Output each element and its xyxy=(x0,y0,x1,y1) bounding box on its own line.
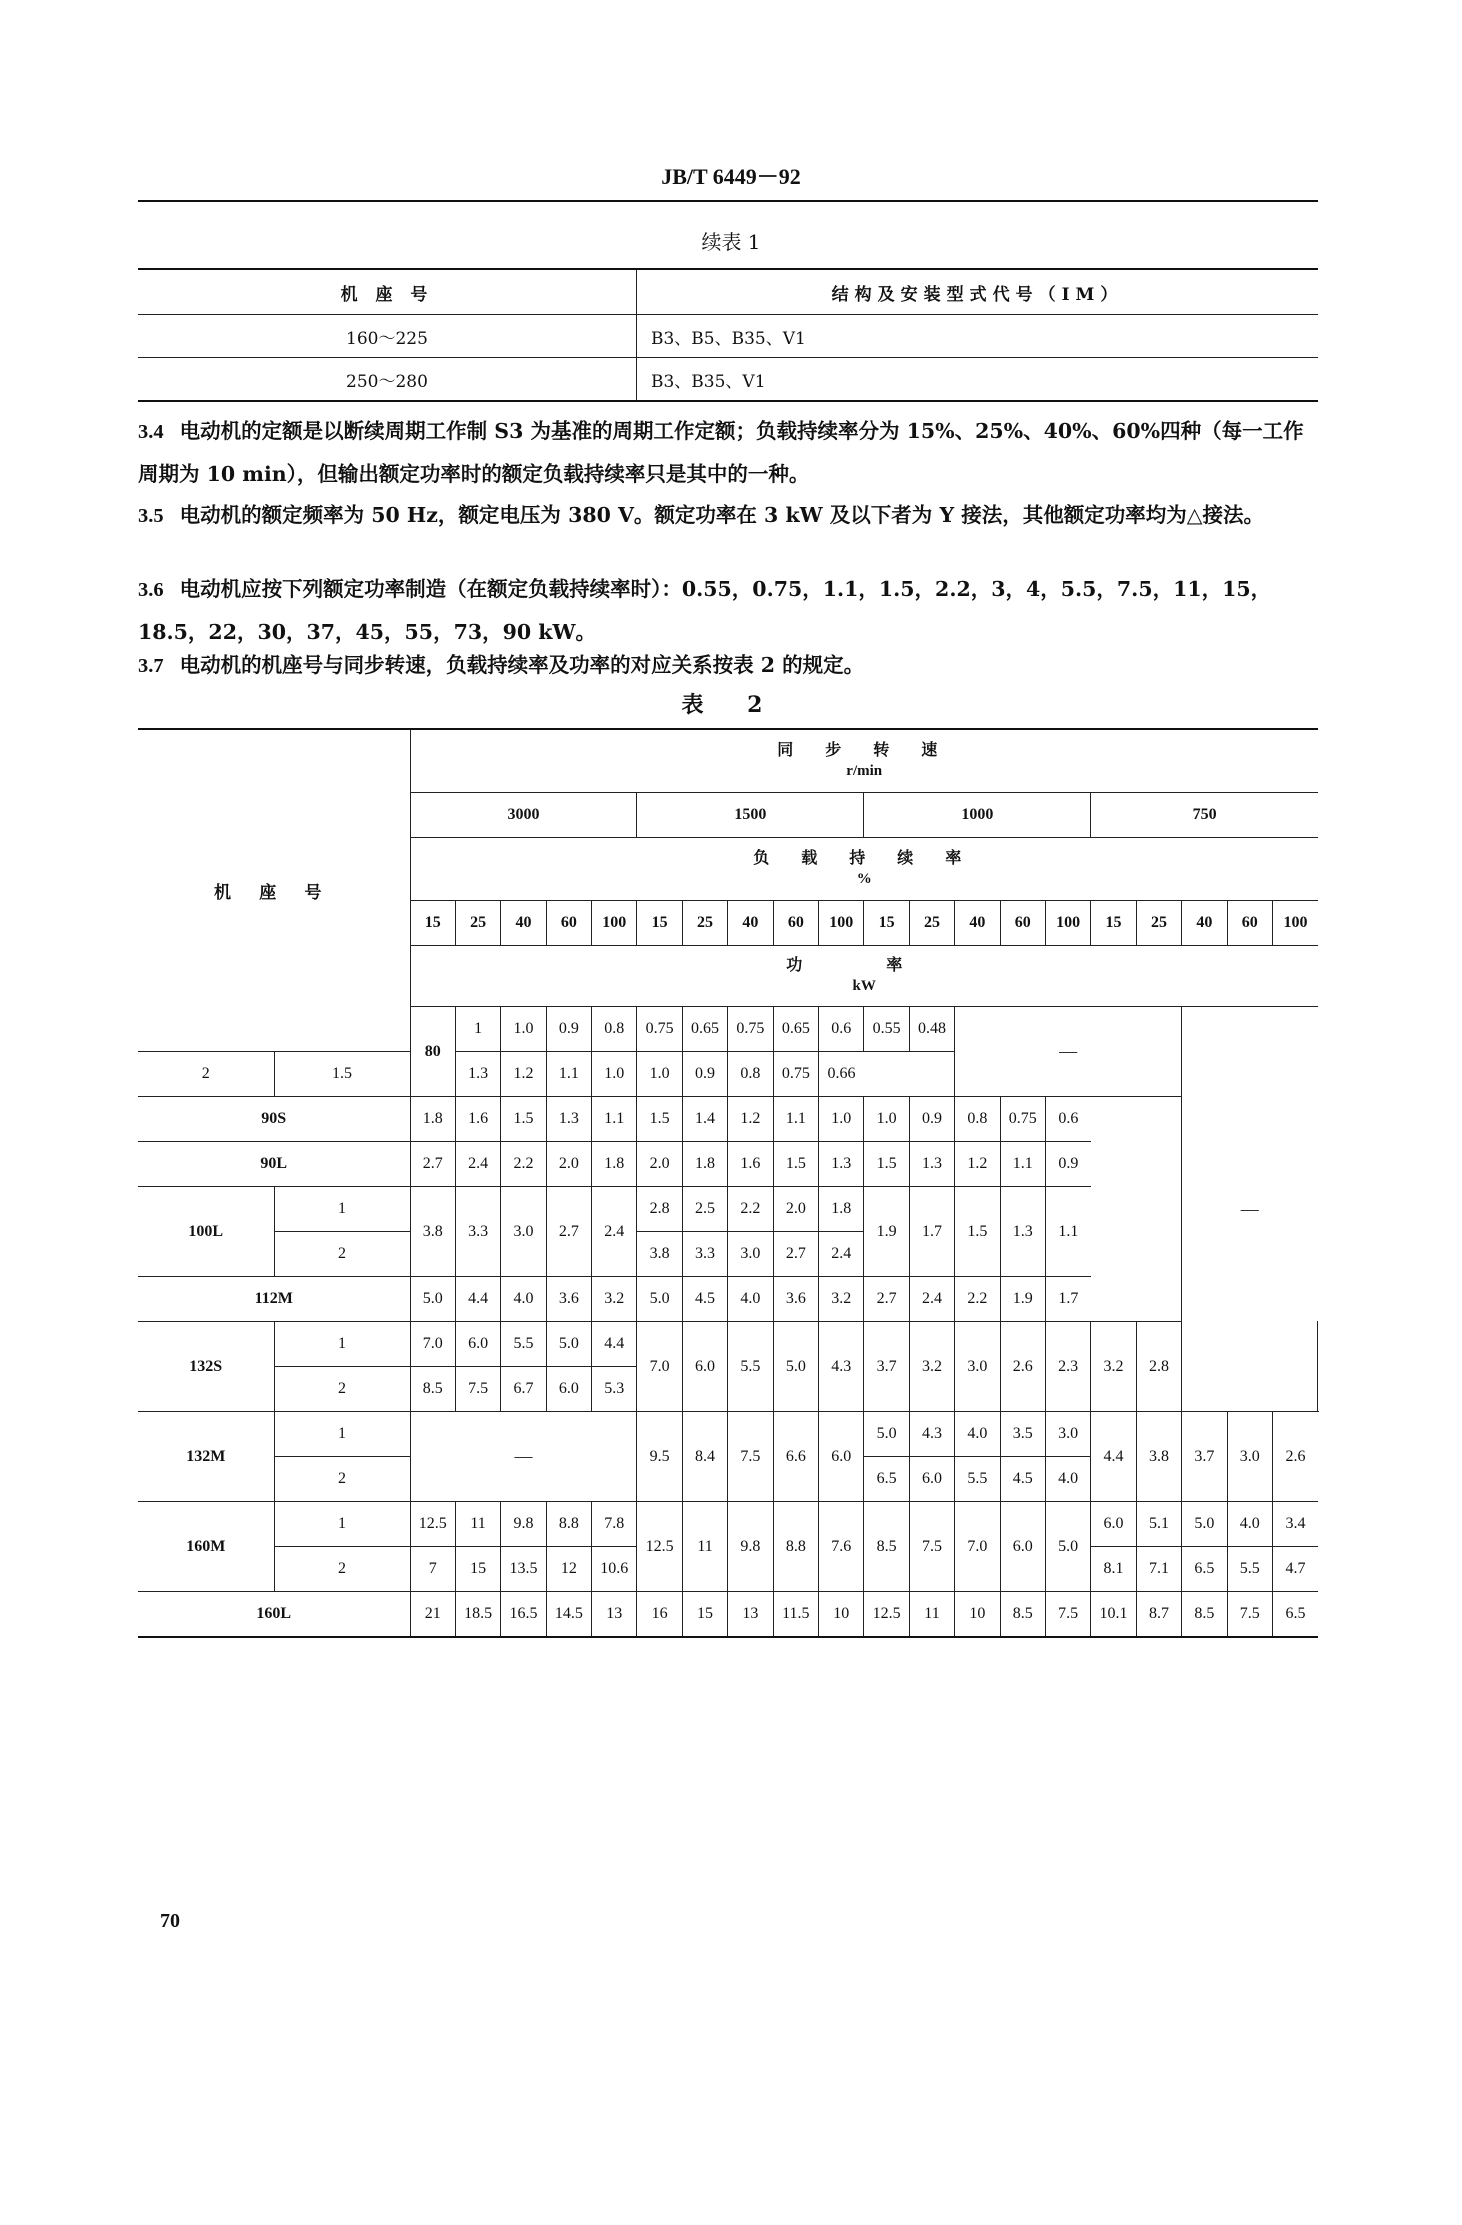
power-value-cell: 4.3 xyxy=(819,1322,864,1412)
paragraph-number: 3.4 xyxy=(138,421,164,443)
power-value-cell: 5.0 xyxy=(773,1322,818,1412)
dash-cell: — xyxy=(410,1412,637,1502)
power-value-cell: 3.2 xyxy=(909,1322,954,1412)
power-value-cell: 15 xyxy=(455,1547,500,1592)
page-number: 70 xyxy=(160,1910,180,1932)
duty-cell: 25 xyxy=(909,901,954,946)
power-value-cell: 5.5 xyxy=(1227,1547,1272,1592)
power-value-cell: 12.5 xyxy=(637,1502,682,1592)
speed-750: 750 xyxy=(1091,793,1318,838)
table-row xyxy=(138,1142,1318,1187)
power-value-cell: 7.5 xyxy=(455,1367,500,1412)
power-value-cell: 3.6 xyxy=(546,1277,591,1322)
duty-cell: 40 xyxy=(955,901,1000,946)
power-value-cell: 2.6 xyxy=(1272,1412,1318,1502)
power-value-cell: 4.4 xyxy=(455,1277,500,1322)
power-value-cell: 7.6 xyxy=(819,1502,864,1592)
power-value-cell: 0.65 xyxy=(773,1007,818,1052)
power-value-cell: 9.8 xyxy=(728,1502,773,1592)
power-value-cell: 4.7 xyxy=(1272,1547,1318,1592)
power-value-cell: 10.1 xyxy=(1091,1592,1136,1638)
power-value-cell: 6.0 xyxy=(682,1322,727,1412)
power-value-cell: 0.9 xyxy=(909,1097,954,1142)
table1-header-row xyxy=(138,269,1318,315)
power-value-cell: 0.75 xyxy=(773,1052,818,1097)
power-value-cell: 6.5 xyxy=(1272,1592,1318,1638)
power-value-cell: 5.0 xyxy=(546,1322,591,1367)
duty-cell: 60 xyxy=(1000,901,1045,946)
power-value-cell: 16.5 xyxy=(501,1592,546,1638)
power-value-cell: 3.5 xyxy=(1000,1412,1045,1457)
power-value-cell: 4.5 xyxy=(1000,1457,1045,1502)
table-row xyxy=(138,1592,1318,1638)
power-value-cell: 0.8 xyxy=(592,1007,637,1052)
power-value-cell: 5.0 xyxy=(1182,1502,1227,1547)
duty-cell: 15 xyxy=(637,901,682,946)
power-value-cell: 1.1 xyxy=(773,1097,818,1142)
power-value-cell: 2.4 xyxy=(909,1277,954,1322)
speed-unit: r/min xyxy=(846,763,883,779)
power-value-cell: 1.8 xyxy=(819,1187,864,1232)
power-value-cell: 8.5 xyxy=(864,1502,909,1592)
power-value-cell: 10.6 xyxy=(592,1547,637,1592)
power-value-cell: 15 xyxy=(682,1592,727,1638)
power-value-cell: 2.7 xyxy=(773,1232,818,1277)
table2-speed-header xyxy=(410,729,1318,793)
speed-1500: 1500 xyxy=(637,793,864,838)
power-value-cell: 1.3 xyxy=(455,1052,500,1097)
power-value-cell: 0.75 xyxy=(728,1007,773,1052)
power-value-cell: 5.0 xyxy=(864,1412,909,1457)
duty-cell: 60 xyxy=(546,901,591,946)
duty-cell: 40 xyxy=(501,901,546,946)
power-value-cell: 1.5 xyxy=(955,1187,1000,1277)
power-value-cell: 0.9 xyxy=(1045,1142,1090,1187)
power-value-cell: 3.2 xyxy=(819,1277,864,1322)
power-value-cell: 8.4 xyxy=(682,1412,727,1502)
power-value-cell: 2.7 xyxy=(410,1142,455,1187)
power-value-cell: 4.0 xyxy=(955,1412,1000,1457)
power-value-cell: 4.0 xyxy=(728,1277,773,1322)
table-row xyxy=(138,1322,1318,1367)
power-value-cell: 1.0 xyxy=(501,1007,546,1052)
power-value-cell: 13 xyxy=(728,1592,773,1638)
power-value-cell: 2.8 xyxy=(637,1187,682,1232)
power-value-cell: 1.1 xyxy=(546,1052,591,1097)
duty-unit: % xyxy=(856,871,872,887)
power-value-cell: 3.7 xyxy=(864,1322,909,1412)
power-value-cell: 1.5 xyxy=(274,1052,410,1097)
paragraph-number: 3.5 xyxy=(138,505,164,527)
power-value-cell: 2.4 xyxy=(592,1187,637,1277)
power-value-cell: 3.0 xyxy=(728,1232,773,1277)
power-value-cell: 2.0 xyxy=(773,1187,818,1232)
sub-frame: 1 xyxy=(274,1502,410,1547)
power-value-cell: 7.0 xyxy=(955,1502,1000,1592)
power-value-cell: 11 xyxy=(909,1592,954,1638)
frame-90l: 90L xyxy=(138,1142,410,1187)
power-value-cell: 1.0 xyxy=(592,1052,637,1097)
power-value-cell: 8.7 xyxy=(1136,1592,1181,1638)
duty-cell: 100 xyxy=(819,901,864,946)
power-value-cell: 6.0 xyxy=(546,1367,591,1412)
power-value-cell: 6.0 xyxy=(1091,1502,1136,1547)
sub-frame: 1 xyxy=(455,1007,500,1052)
power-value-cell: 7.0 xyxy=(410,1322,455,1367)
power-value-cell: 2.6 xyxy=(1000,1322,1045,1412)
power-value-cell: 5.0 xyxy=(637,1277,682,1322)
power-value-cell: 4.5 xyxy=(682,1277,727,1322)
power-value-cell: 11 xyxy=(682,1502,727,1592)
power-value-cell: 8.8 xyxy=(773,1502,818,1592)
power-value-cell: 7.1 xyxy=(1136,1547,1181,1592)
power-value-cell: 1.3 xyxy=(909,1142,954,1187)
power-value-cell: 4.0 xyxy=(501,1277,546,1322)
paragraph-text: 电动机的额定频率为 50 Hz，额定电压为 380 V。额定功率在 3 kW 及以下者为 Y 接法，其他额定功率均为△接法。 xyxy=(179,503,1264,527)
power-value-cell: 3.3 xyxy=(455,1187,500,1277)
speed-label: 同 步 转 速 xyxy=(777,742,952,759)
power-value-cell: 5.0 xyxy=(410,1277,455,1322)
table-row xyxy=(138,1412,1318,1457)
power-value-cell: 1.2 xyxy=(728,1097,773,1142)
power-value-cell: 6.5 xyxy=(1182,1547,1227,1592)
power-value-cell: 8.5 xyxy=(410,1367,455,1412)
power-value-cell: 1.5 xyxy=(501,1097,546,1142)
paragraph-text: 电动机应按下列额定功率制造（在额定负载持续率时）：0.55，0.75，1.1，1.5，2.2，3，4，5.5，7.5，11，15，18.5，22，30，37，45，55，73，90 kW。 xyxy=(138,577,1272,644)
power-value-cell: 0.8 xyxy=(728,1052,773,1097)
power-value-cell: 3.0 xyxy=(955,1322,1000,1412)
power-value-cell: 21 xyxy=(410,1592,455,1638)
power-value-cell: 1.5 xyxy=(773,1142,818,1187)
table1-frame-cell: 160～225 xyxy=(138,315,637,358)
power-value-cell: 8.5 xyxy=(1000,1592,1045,1638)
power-value-cell: 7.5 xyxy=(909,1502,954,1592)
power-value-cell: 13.5 xyxy=(501,1547,546,1592)
paragraph-number: 3.7 xyxy=(138,655,164,677)
power-value-cell: 7.5 xyxy=(728,1412,773,1502)
power-unit: kW xyxy=(852,978,876,994)
table-row xyxy=(138,1502,1318,1547)
frame-132s: 132S xyxy=(138,1322,274,1412)
paragraph-text: 电动机的机座号与同步转速，负载持续率及功率的对应关系按表 2 的规定。 xyxy=(179,653,865,677)
paragraph-text: 电动机的定额是以断续周期工作制 S3 为基准的周期工作定额；负载持续率分为 15%、25%、40%、60%四种（每一工作周期为 10 min），但输出额定功率时的额定负载持续率只是其中的一种。 xyxy=(138,419,1304,486)
power-value-cell: 0.9 xyxy=(682,1052,727,1097)
power-value-cell: 13 xyxy=(592,1592,637,1638)
power-value-cell: 1.7 xyxy=(909,1187,954,1277)
power-value-cell: 12.5 xyxy=(410,1502,455,1547)
power-value-cell: 7 xyxy=(410,1547,455,1592)
table-row xyxy=(138,1097,1318,1142)
frame-112m: 112M xyxy=(138,1277,410,1322)
power-value-cell: 1.3 xyxy=(546,1097,591,1142)
sub-frame: 1 xyxy=(274,1187,410,1232)
power-value-cell: 1.2 xyxy=(955,1142,1000,1187)
power-value-cell: 2.4 xyxy=(819,1232,864,1277)
power-value-cell: 3.2 xyxy=(592,1277,637,1322)
power-value-cell: 8.1 xyxy=(1091,1547,1136,1592)
table-row xyxy=(138,358,1318,402)
table1-col-im: 结构及安装型式代号（IM） xyxy=(637,269,1319,315)
paragraph-3-4 xyxy=(138,410,1323,495)
power-value-cell: 2.2 xyxy=(728,1187,773,1232)
duty-cell: 60 xyxy=(1227,901,1272,946)
duty-label: 负 载 持 续 率 xyxy=(753,850,976,867)
paragraph-3-6 xyxy=(138,568,1323,653)
power-value-cell: 1.0 xyxy=(819,1097,864,1142)
power-value-cell: 3.0 xyxy=(1045,1412,1090,1457)
table-row xyxy=(138,1187,1318,1232)
power-value-cell: 0.75 xyxy=(1000,1097,1045,1142)
power-value-cell: 1.8 xyxy=(682,1142,727,1187)
duty-cell: 60 xyxy=(773,901,818,946)
dash-cell: — xyxy=(955,1007,1182,1097)
power-value-cell: 4.0 xyxy=(1227,1502,1272,1547)
power-value-cell: 11.5 xyxy=(773,1592,818,1638)
table-row xyxy=(138,1277,1318,1322)
power-value-cell: 4.4 xyxy=(1091,1412,1136,1502)
power-value-cell: 1.5 xyxy=(637,1097,682,1142)
table2-caption: 表 2 xyxy=(681,692,781,718)
sub-frame: 2 xyxy=(274,1457,410,1502)
power-value-cell: 0.9 xyxy=(546,1007,591,1052)
table1-caption: 续表 1 xyxy=(701,230,761,254)
power-value-cell: 1.6 xyxy=(455,1097,500,1142)
sub-frame: 1 xyxy=(274,1412,410,1457)
document-code: JB/T 6449－92 xyxy=(661,164,801,189)
power-value-cell: 8.8 xyxy=(546,1502,591,1547)
power-value-cell: 5.1 xyxy=(1136,1502,1181,1547)
paragraph-3-7 xyxy=(138,644,1323,687)
power-value-cell: 6.0 xyxy=(819,1412,864,1502)
paragraph-number: 3.6 xyxy=(138,579,164,601)
sub-frame: 1 xyxy=(274,1322,410,1367)
frame-90s: 90S xyxy=(138,1097,410,1142)
power-value-cell: 7.8 xyxy=(592,1502,637,1547)
table1 xyxy=(138,268,1318,402)
table2 xyxy=(138,728,1318,1638)
power-value-cell: 1.0 xyxy=(637,1052,682,1097)
power-label: 功 率 xyxy=(786,957,943,974)
power-value-cell: 1.1 xyxy=(1045,1187,1090,1277)
duty-cell: 15 xyxy=(1091,901,1136,946)
power-value-cell: 6.5 xyxy=(864,1457,909,1502)
table1-col-frame: 机 座 号 xyxy=(138,269,637,315)
table2-header-speed xyxy=(138,729,1318,793)
power-value-cell: 3.8 xyxy=(637,1232,682,1277)
frame-160l: 160L xyxy=(138,1592,410,1638)
speed-1000: 1000 xyxy=(864,793,1091,838)
duty-cell: 25 xyxy=(455,901,500,946)
duty-cell: 25 xyxy=(682,901,727,946)
duty-cell: 100 xyxy=(1045,901,1090,946)
sub-frame: 2 xyxy=(274,1547,410,1592)
power-value-cell: 0.75 xyxy=(637,1007,682,1052)
power-value-cell: 12.5 xyxy=(864,1592,909,1638)
power-value-cell: 12 xyxy=(546,1547,591,1592)
power-value-cell: 10 xyxy=(955,1592,1000,1638)
power-value-cell: 3.2 xyxy=(1091,1322,1136,1412)
power-value-cell: 0.6 xyxy=(819,1007,864,1052)
power-value-cell: 1.1 xyxy=(1000,1142,1045,1187)
power-value-cell: 1.3 xyxy=(1000,1187,1045,1277)
duty-cell: 100 xyxy=(1272,901,1318,946)
power-value-cell: 0.8 xyxy=(955,1097,1000,1142)
duty-cell: 40 xyxy=(728,901,773,946)
power-value-cell: 1.2 xyxy=(501,1052,546,1097)
power-value-cell: 1.3 xyxy=(819,1142,864,1187)
frame-100l: 100L xyxy=(138,1187,274,1277)
duty-cell: 100 xyxy=(592,901,637,946)
power-value-cell: 0.6 xyxy=(1045,1097,1090,1142)
power-value-cell: 18.5 xyxy=(455,1592,500,1638)
power-value-cell: 1.8 xyxy=(592,1142,637,1187)
power-header xyxy=(410,946,1318,1007)
power-value-cell: 7.0 xyxy=(637,1322,682,1412)
power-value-cell: 6.0 xyxy=(455,1322,500,1367)
power-value-cell: 0.55 xyxy=(864,1007,909,1052)
power-value-cell: 6.0 xyxy=(909,1457,954,1502)
power-value-cell: 0.48 xyxy=(909,1007,954,1052)
power-value-cell: 2.0 xyxy=(637,1142,682,1187)
power-value-cell: 3.8 xyxy=(410,1187,455,1277)
duty-cell: 15 xyxy=(864,901,909,946)
sub-frame: 2 xyxy=(138,1052,274,1097)
frame-132m: 132M xyxy=(138,1412,274,1502)
power-value-cell: 2.3 xyxy=(1045,1322,1090,1412)
frame-80: 80 xyxy=(410,1007,455,1097)
frame-160m: 160M xyxy=(138,1502,274,1592)
table1-frame-cell: 250～280 xyxy=(138,358,637,402)
power-value-cell: 7.5 xyxy=(1045,1592,1090,1638)
sub-frame: 2 xyxy=(274,1232,410,1277)
power-value-cell: 3.0 xyxy=(1227,1412,1272,1502)
power-value-cell: 14.5 xyxy=(546,1592,591,1638)
power-value-cell: 1.5 xyxy=(864,1142,909,1187)
table-row xyxy=(138,315,1318,358)
power-value-cell: 1.9 xyxy=(864,1187,909,1277)
power-value-cell: 2.5 xyxy=(682,1187,727,1232)
power-value-cell: 2.7 xyxy=(546,1187,591,1277)
header-rule xyxy=(138,200,1318,202)
power-value-cell: 6.6 xyxy=(773,1412,818,1502)
power-value-cell: 3.4 xyxy=(1272,1502,1318,1547)
power-value-cell: 6.7 xyxy=(501,1367,546,1412)
power-value-cell: 7.5 xyxy=(1227,1592,1272,1638)
table2-frame-header: 机 座 号 xyxy=(138,729,410,1052)
table-row xyxy=(138,1232,1318,1277)
table1-im-cell: B3、B5、B35、V1 xyxy=(637,315,1319,358)
dash-cell: — xyxy=(1182,1007,1318,1412)
power-value-cell: 1.4 xyxy=(682,1097,727,1142)
power-value-cell: 9.8 xyxy=(501,1502,546,1547)
duty-cell: 40 xyxy=(1182,901,1227,946)
power-value-cell: 1.9 xyxy=(1000,1277,1045,1322)
power-value-cell: 2.4 xyxy=(455,1142,500,1187)
power-value-cell: 5.5 xyxy=(955,1457,1000,1502)
power-value-cell: 2.2 xyxy=(501,1142,546,1187)
power-value-cell: 1.0 xyxy=(864,1097,909,1142)
paragraph-3-5 xyxy=(138,494,1323,537)
power-value-cell: 5.5 xyxy=(728,1322,773,1412)
power-value-cell: 3.8 xyxy=(1136,1412,1181,1502)
power-value-cell: 1.1 xyxy=(592,1097,637,1142)
power-value-cell: 3.7 xyxy=(1182,1412,1227,1502)
duty-header xyxy=(410,838,1318,901)
power-value-cell: 3.3 xyxy=(682,1232,727,1277)
power-value-cell: 5.5 xyxy=(501,1322,546,1367)
duty-cell: 15 xyxy=(410,901,455,946)
power-value-cell: 5.3 xyxy=(592,1367,637,1412)
power-value-cell: 9.5 xyxy=(637,1412,682,1502)
power-value-cell: 4.4 xyxy=(592,1322,637,1367)
duty-cell: 25 xyxy=(1136,901,1181,946)
power-value-cell: 2.8 xyxy=(1136,1322,1181,1412)
power-value-cell: 6.0 xyxy=(1000,1502,1045,1592)
power-value-cell: 3.6 xyxy=(773,1277,818,1322)
power-value-cell: 11 xyxy=(455,1502,500,1547)
power-value-cell: 0.66 xyxy=(819,1052,864,1097)
power-value-cell: 10 xyxy=(819,1592,864,1638)
power-value-cell: 5.0 xyxy=(1045,1502,1090,1592)
power-value-cell: 4.3 xyxy=(909,1412,954,1457)
power-value-cell: 1.6 xyxy=(728,1142,773,1187)
power-value-cell: 8.5 xyxy=(1182,1592,1227,1638)
power-value-cell: 3.0 xyxy=(501,1187,546,1277)
power-value-cell: 1.8 xyxy=(410,1097,455,1142)
power-value-cell: 2.2 xyxy=(955,1277,1000,1322)
table1-im-cell: B3、B35、V1 xyxy=(637,358,1319,402)
power-value-cell: 16 xyxy=(637,1592,682,1638)
power-value-cell: 1.7 xyxy=(1045,1277,1090,1322)
power-value-cell: 2.0 xyxy=(546,1142,591,1187)
sub-frame: 2 xyxy=(274,1367,410,1412)
power-value-cell: 4.0 xyxy=(1045,1457,1090,1502)
speed-3000: 3000 xyxy=(410,793,637,838)
power-value-cell: 0.65 xyxy=(682,1007,727,1052)
power-value-cell: 2.7 xyxy=(864,1277,909,1322)
